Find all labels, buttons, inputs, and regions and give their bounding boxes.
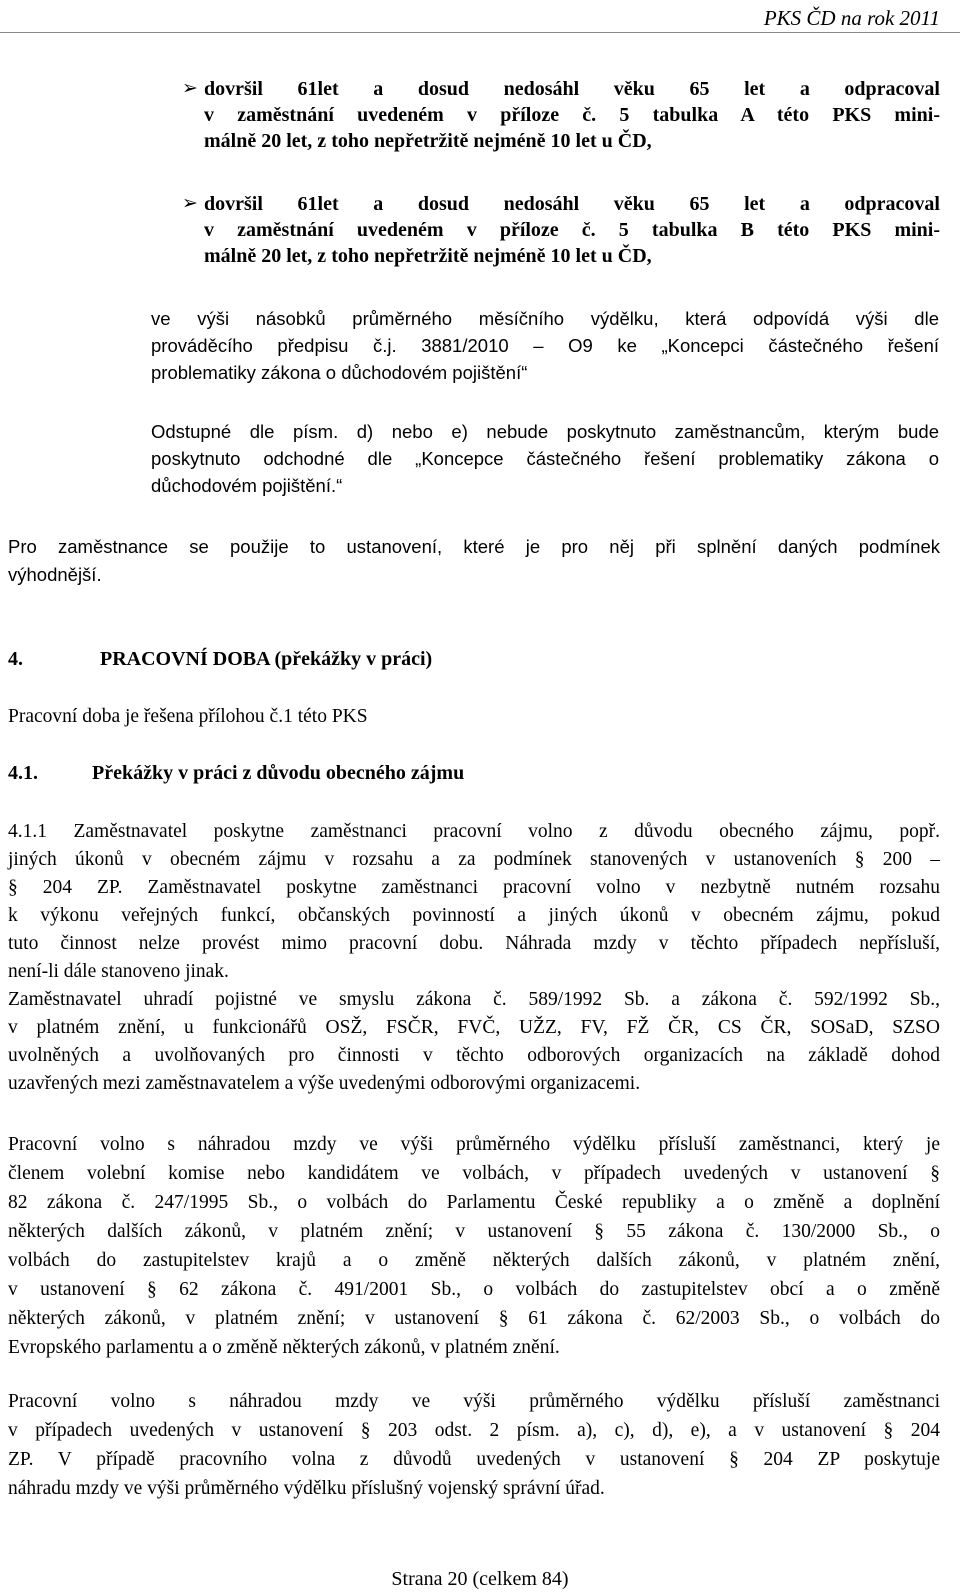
- text-line: v platném znění, u funkcionářů OSŽ, FSČR, FVČ, UŽZ, FV, FŽ ČR, CS ČR, SOSaD, SZSO: [8, 1017, 940, 1038]
- bullet-line: v zaměstnání uvedeném v příloze č. 5 tabulka B této PKS mini-: [204, 219, 940, 241]
- arrow-bullet-icon: ➢: [182, 78, 198, 99]
- text-line: poskytnuto odchodné dle „Koncepce částečného řešení problematiky zákona o: [151, 448, 939, 469]
- bullet-line: dovršil 61let a dosud nedosáhl věku 65 let a odpracoval: [204, 78, 940, 100]
- paragraph-military: [8, 1387, 940, 1503]
- bullet-item-a: [182, 76, 940, 154]
- text-line: Pracovní volno s náhradou mzdy ve výši průměrného výdělku přísluší zaměstnanci, který je: [8, 1134, 940, 1155]
- header-divider: [0, 32, 960, 33]
- paragraph-advantage: [8, 533, 940, 589]
- text-line: Zaměstnavatel uhradí pojistné ve smyslu zákona č. 589/1992 Sb. a zákona č. 592/1992 Sb.,: [8, 989, 940, 1010]
- text-line: v případech uvedených v ustanovení § 203 odst. 2 písm. a), c), d), e), a v ustanovení § 204: [8, 1420, 940, 1441]
- text-line: není-li dále stanoveno jinak.: [8, 961, 229, 982]
- text-line: některých dalších zákonů, v platném znění; v ustanovení § 55 zákona č. 130/2000 Sb., o: [8, 1221, 940, 1242]
- text-line: prováděcího předpisu č.j. 3881/2010 – O9 ke „Koncepci částečného řešení: [151, 335, 939, 356]
- text-line: tuto činnost nelze provést mimo pracovní dobu. Náhrada mzdy v těchto případech nepřísluší,: [8, 933, 940, 954]
- subsection-title: Překážky v práci z důvodu obecného zájmu: [92, 762, 465, 784]
- text-line: důchodovém pojištění.“: [151, 475, 343, 496]
- text-line: jiných úkonů v obecném zájmu v rozsahu a za podmínek stanovených v ustanoveních § 200 –: [8, 849, 940, 870]
- text-line: členem volební komise nebo kandidátem ve volbách, v případech uvedených v ustanovení §: [8, 1163, 940, 1184]
- subsection-number: 4.1.: [8, 762, 38, 784]
- bullet-line: málně 20 let, z toho nepřetržitě nejméně 10 let u ČD,: [204, 245, 652, 267]
- text-line: volbách do zastupitelstev krajů a o změně některých dalších zákonů, v platném znění,: [8, 1250, 940, 1271]
- text-line: ve výši násobků průměrného měsíčního výdělku, která odpovídá výši dle: [151, 308, 939, 329]
- bullet-item-b: [182, 191, 940, 269]
- arrow-bullet-icon: ➢: [182, 193, 198, 214]
- text-line: náhradu mzdy ve výši průměrného výdělku příslušný vojenský správní úřad.: [8, 1478, 605, 1499]
- section-number: 4.: [8, 648, 23, 670]
- text-line: Pro zaměstnance se použije to ustanovení, které je pro něj při splnění daných podmínek: [8, 536, 940, 557]
- text-line: Evropského parlamentu a o změně některých zákonů, v platném znění.: [8, 1337, 560, 1358]
- text-line: některých zákonů, v platném znění; v ustanovení § 61 zákona č. 62/2003 Sb., o volbách do: [8, 1308, 940, 1329]
- text-line: Pracovní volno s náhradou mzdy ve výši průměrného výdělku přísluší zaměstnanci: [8, 1391, 940, 1412]
- text-line: v ustanovení § 62 zákona č. 491/2001 Sb., o volbách do zastupitelstev obcí a o změně: [8, 1279, 940, 1300]
- bullet-line: dovršil 61let a dosud nedosáhl věku 65 let a odpracoval: [204, 193, 940, 215]
- text-line: k výkonu veřejných funkcí, občanských povinností a jiných úkonů v obecném zájmu, pokud: [8, 905, 940, 926]
- page-footer: Strana 20 (celkem 84): [391, 1568, 569, 1590]
- text-line: 4.1.1 Zaměstnavatel poskytne zaměstnanci pracovní volno z důvodu obecného zájmu, popř.: [8, 821, 940, 842]
- text-line: Odstupné dle písm. d) nebo e) nebude poskytnuto zaměstnancům, kterým bude: [151, 421, 939, 442]
- text-line: 82 zákona č. 247/1995 Sb., o volbách do Parlamentu České republiky a o změně a doplnění: [8, 1192, 940, 1213]
- bullet-line: v zaměstnání uvedeném v příloze č. 5 tabulka A této PKS mini-: [204, 104, 940, 126]
- indented-paragraph-1: [151, 305, 939, 386]
- paragraph-4-1-1: [8, 818, 940, 1098]
- bullet-line: málně 20 let, z toho nepřetržitě nejméně 10 let u ČD,: [204, 130, 652, 152]
- indented-paragraph-2: [151, 418, 939, 499]
- text-line: uzavřených mezi zaměstnavatelem a výše uvedenými odborovými organizacemi.: [8, 1073, 641, 1094]
- text-line: problematiky zákona o důchodovém pojištění“: [151, 362, 528, 383]
- text-line: výhodnější.: [8, 564, 102, 585]
- section-title: PRACOVNÍ DOBA (překážky v práci): [100, 648, 433, 670]
- working-time-note: Pracovní doba je řešena přílohou č.1 této PKS: [8, 706, 368, 727]
- paragraph-elections: [8, 1130, 940, 1362]
- running-header: PKS ČD na rok 2011: [763, 6, 940, 30]
- text-line: ZP. V případě pracovního volna z důvodů uvedených v ustanovení § 204 ZP poskytuje: [8, 1449, 940, 1470]
- text-line: § 204 ZP. Zaměstnavatel poskytne zaměstnanci pracovní volno v nezbytně nutném rozsahu: [8, 877, 940, 898]
- text-line: uvolněných a uvolňovaných pro činnosti v těchto odborových organizacích na základě dohod: [8, 1045, 940, 1066]
